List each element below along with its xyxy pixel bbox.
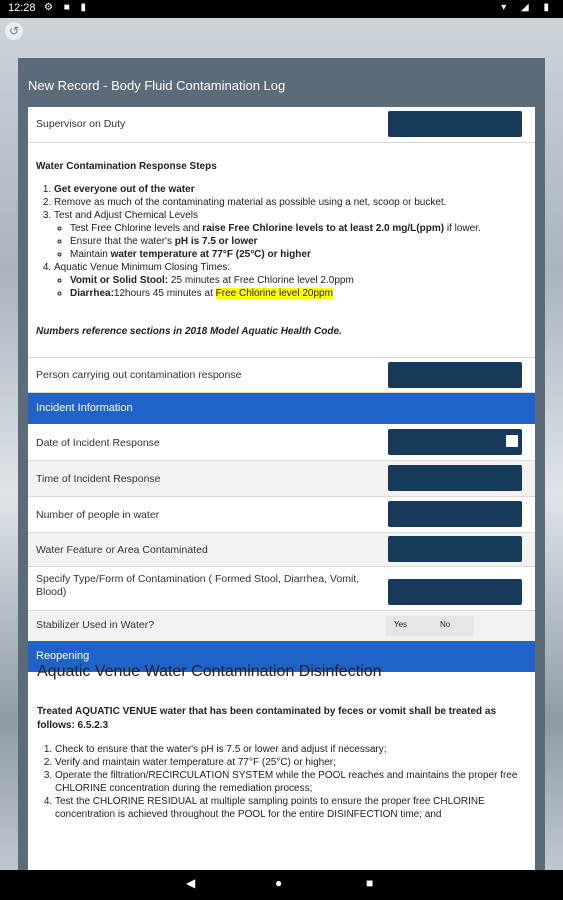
type-field[interactable] bbox=[388, 579, 522, 605]
time-label: Time of Incident Response bbox=[36, 473, 161, 485]
person-label: Person carrying out contamination response bbox=[36, 369, 242, 381]
time-row bbox=[28, 461, 535, 497]
date-label: Date of Incident Response bbox=[36, 437, 160, 449]
disinfection-item: 3. Operate the filtration/RECIRCULATION SYSTEM while the POOL reaches and maintains the proper free CHLORINE concentration during the remediation process; bbox=[55, 769, 535, 795]
incident-section-title: Incident Information bbox=[36, 402, 133, 414]
step-item: 3. Test and Adjust Chemical Levels ◦ Test Free Chlorine levels and raise Free Chlorine levels to at least 2.0 mg/L(ppm) if lower. ◦ Ensure that the water's pH is 7.5 or lower ◦ Maintain water temperature at 77°F (25°C) or higher bbox=[54, 209, 534, 261]
disinfection-item: 4. Test the CHLORINE RESIDUAL at multiple sampling points to ensure the proper free CHLORINE concentration is achieved throughout the POOL for the entire DISINFECTION time; and bbox=[55, 795, 535, 821]
date-row bbox=[28, 425, 535, 461]
steps-note: Numbers reference sections in 2018 Model Aquatic Health Code. bbox=[36, 326, 342, 337]
step-subitem: ◦ Diarrhea:12hours 45 minutes at Free Chlorine level 20ppm bbox=[70, 287, 534, 300]
disinfection-item: 1. Check to ensure that the water's pH is 7.5 or lower and adjust if necessary; bbox=[55, 743, 535, 756]
steps-title: Water Contamination Response Steps bbox=[36, 161, 217, 172]
form-panel bbox=[28, 107, 535, 870]
home-nav-icon[interactable]: ● bbox=[275, 876, 283, 890]
person-row bbox=[28, 357, 535, 393]
people-label: Number of people in water bbox=[36, 509, 160, 521]
record-card bbox=[18, 58, 545, 870]
reopening-section-title: Reopening bbox=[36, 650, 90, 662]
supervisor-row bbox=[28, 107, 535, 143]
stabilizer-toggle[interactable] bbox=[386, 616, 474, 636]
feature-label: Water Feature or Area Contaminated bbox=[36, 544, 208, 556]
date-field[interactable] bbox=[388, 429, 522, 455]
people-field[interactable] bbox=[388, 501, 522, 527]
type-label: Specify Type/Form of Contamination ( Formed Stool, Diarrhea, Vomit, Blood) bbox=[36, 573, 360, 598]
no-option[interactable]: No bbox=[440, 620, 451, 629]
steps-list bbox=[36, 183, 534, 300]
time-field[interactable] bbox=[388, 465, 522, 491]
supervisor-label: Supervisor on Duty bbox=[36, 118, 126, 130]
step-subitem: ◦ Maintain water temperature at 77°F (25°C) or higher bbox=[70, 248, 534, 261]
back-icon[interactable]: ↺ bbox=[5, 22, 23, 40]
step-subitem: ◦ Test Free Chlorine levels and raise Free Chlorine levels to at least 2.0 mg/L(ppm) if lower. bbox=[70, 222, 534, 235]
step-subitem: ◦ Vomit or Solid Stool: 25 minutes at Free Chlorine level 2.0ppm bbox=[70, 274, 534, 287]
disinfection-title: Aquatic Venue Water Contamination Disinfection bbox=[37, 663, 382, 680]
disinfection-section bbox=[28, 649, 535, 870]
status-bar bbox=[0, 0, 563, 18]
step-item: 2. Remove as much of the contaminating material as possible using a net, scoop or bucket. bbox=[54, 196, 534, 209]
supervisor-field[interactable] bbox=[388, 111, 522, 137]
stabilizer-label: Stabilizer Used in Water? bbox=[36, 619, 155, 631]
disinfection-item: 2. Verify and maintain water temperature at 77°F (25°C) or higher; bbox=[55, 756, 535, 769]
yes-option[interactable]: Yes bbox=[394, 620, 408, 629]
back-nav-icon[interactable]: ◀ bbox=[186, 876, 196, 890]
notification-icons: ⚙ ■ ▮ bbox=[44, 2, 91, 13]
disinfection-list bbox=[37, 743, 535, 821]
feature-field[interactable] bbox=[388, 536, 522, 562]
page-title: New Record - Body Fluid Contamination Log bbox=[28, 78, 286, 93]
response-steps bbox=[28, 157, 535, 358]
incident-section-header bbox=[28, 393, 535, 424]
step-subitem: ◦ Ensure that the water's pH is 7.5 or lower bbox=[70, 235, 534, 248]
calendar-icon[interactable] bbox=[506, 435, 518, 447]
system-icons: ▾ ◢ ▮ bbox=[501, 2, 555, 13]
stabilizer-row bbox=[28, 611, 535, 642]
navigation-bar bbox=[0, 870, 563, 900]
disinfection-intro: Treated AQUATIC VENUE water that has been contaminated by feces or vomit shall be treated as follows: 6.5.2.3 bbox=[37, 706, 497, 731]
step-item: 4. Aquatic Venue Minimum Closing Times: ◦ Vomit or Solid Stool: 25 minutes at Free Chlorine level 2.0ppm ◦ Diarrhea:12hours 45 minutes at Free Chlorine level 20ppm bbox=[54, 261, 534, 300]
people-row bbox=[28, 497, 535, 533]
status-time: 12:28 bbox=[8, 2, 36, 14]
feature-row bbox=[28, 533, 535, 567]
person-field[interactable] bbox=[388, 362, 522, 388]
type-row bbox=[28, 567, 535, 611]
recents-nav-icon[interactable]: ■ bbox=[366, 876, 374, 890]
step-item: 1. Get everyone out of the water bbox=[54, 183, 534, 196]
